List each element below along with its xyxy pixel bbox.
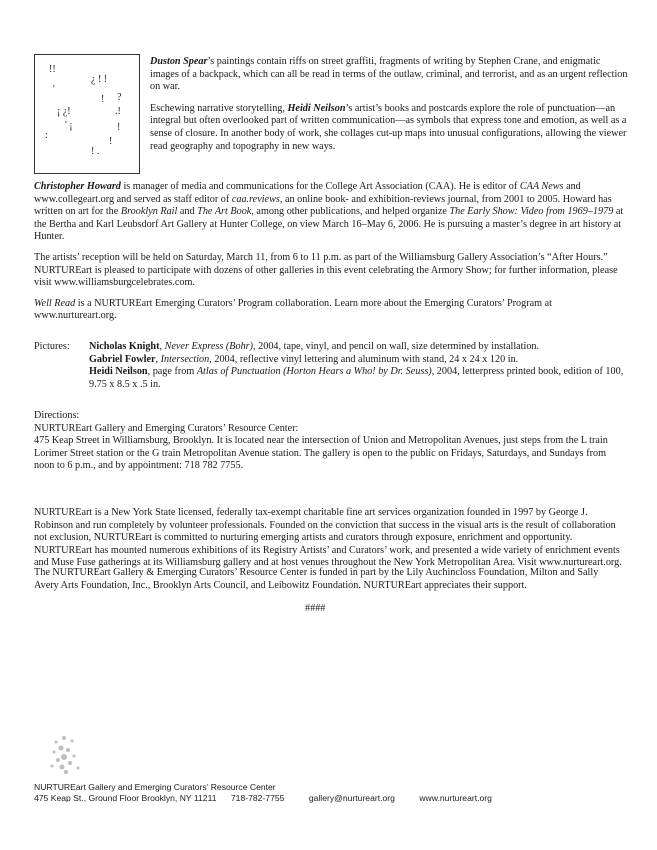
- footer: [34, 782, 634, 804]
- pictures-list: [89, 341, 624, 391]
- punctuation-glyph: :: [45, 130, 48, 141]
- directions-section: [34, 410, 624, 473]
- pictures-section: [34, 341, 624, 391]
- neilson-paragraph: Eschewing narrative storytelling, Heidi Neilson’s artist’s books and postcards explore the role of punctuation—an integral but often overlooked part of written communication—as symbols that express tone and emotion, as well as a sense of closure. In another body of work, she collages cut-up maps into unusual configurations, allowing the viewer read geography and topography in new ways.: [150, 102, 627, 152]
- directions-heading: Directions:: [34, 410, 80, 421]
- footer-email: gallery@nurtureart.org: [308, 793, 395, 803]
- punctuation-glyph: ! .: [91, 146, 100, 157]
- punctuation-glyph: ¿ ! !: [91, 74, 108, 85]
- punctuation-glyph: !: [117, 122, 121, 133]
- nurtureart-logo-icon: [34, 730, 94, 775]
- end-mark: ####: [305, 603, 326, 614]
- well-read-title: Well Read: [34, 297, 76, 309]
- footer-org: NURTUREart Gallery and Emerging Curators’ Resource Center: [34, 782, 276, 792]
- artist-name-neilson: Heidi Neilson: [287, 102, 346, 114]
- intro-section: [150, 56, 630, 162]
- footer-phone: 718-782-7755: [230, 793, 285, 803]
- punctuation-glyph: !: [101, 94, 105, 105]
- punctuation-glyph: !: [109, 136, 113, 147]
- artist-name-spear: Duston Spear: [150, 56, 208, 67]
- howard-paragraph: Christopher Howard is manager of media and communications for the College Art Association (CAA). He is editor of CAA News and www.collegeart.org and served as staff editor of caa.reviews, an online book- and exhibition-reviews journal, from 2001 to 2005. Howard has written on art for the Brooklyn Rail and The Art Book, among other publications, and helped organize The Early Show: Video from 1969–1979 at the Bertha and Karl Leubsdorf Art Gallery at Hunter College, on view March 16–May 6, 2006. He is pursuing a master’s degree in art history at Hunter.: [34, 181, 624, 243]
- body-section: [34, 181, 624, 331]
- list-item: Gabriel Fowler, Intersection, 2004, reflective vinyl lettering and aluminum with stand, 24 x 24 x 120 in.: [89, 353, 519, 365]
- punctuation-glyph: ¡ ¿!: [57, 106, 71, 117]
- pictures-label: Pictures:: [34, 341, 70, 352]
- footer-web: www.nurtureart.org: [419, 793, 492, 803]
- punctuation-artwork-image: [34, 54, 140, 174]
- about-paragraph: NURTUREart is a New York State licensed, federally tax-exempt charitable fine art services organization founded in 1997 by George J. Robinson and run completely by volunteer professionals. Founded on the conviction that success in the visual arts is the result of collaboration not exclusion, NURTUREart is committed to nurturing emerging artists and curators through exposure, enrichment and opportunity. NURTUREart has mounted numerous exhibitions of its Registry Artists’ and Curators’ work, and presented a wide variety of enrichment events and Muse Fuse gatherings at its Williamsburg gallery and at host venues throughout the New York Metropolitan Area. Visit www.nurtureart.org.: [34, 507, 622, 569]
- punctuation-glyph: ' ¡: [65, 120, 73, 131]
- list-item: Nicholas Knight, Never Express (Bohr), 2004, tape, vinyl, and pencil on wall, size determined by installation.: [89, 341, 540, 352]
- well-read-paragraph: Well Read is a NURTUREart Emerging Curators’ Program collaboration. Learn more about the Emerging Curators’ Program at www.nurtureart.org.: [34, 297, 552, 322]
- punctuation-glyph: .!: [115, 106, 121, 117]
- reception-paragraph: The artists’ reception will be held on Saturday, March 11, from 6 to 11 p.m. as part of the Williamsburg Gallery Association’s “After Hours.” NURTUREart is pleased to participate with dozens of other galleries in this event celebrating the Armory Show; for further information, please visit www.williamsburgcelebrates.com.: [34, 251, 618, 289]
- footer-contact-row: [34, 793, 634, 804]
- punctuation-glyph: !!: [49, 64, 56, 75]
- directions-text: 475 Keap Street in Williamsburg, Brooklyn. It is located near the intersection of Union and Metropolitan Avenues, just steps from the L train Lorimer Street station or the G train Metropolitan Avenue station. The gallery is open to the public on Fridays, Saturdays, and Sundays from noon to 6 p.m., and by appointment: 718 782 7755.: [34, 435, 608, 472]
- funding-paragraph: The NURTUREart Gallery & Emerging Curators’ Resource Center is funded in part by the Lily Auchincloss Foundation, Milton and Sally Avery Arts Foundation, Inc., Brooklyn Arts Council, and Leibowitz Foundation. NURTUREart appreciates their support.: [34, 567, 599, 591]
- list-item: Heidi Neilson, page from Atlas of Punctuation (Horton Hears a Who! by Dr. Seuss), 2004, letterpress printed book, edition of 100, 9.75 x 8.5 x .5 in.: [89, 366, 624, 390]
- punctuation-glyph: ': [53, 84, 55, 95]
- directions-org: NURTUREart Gallery and Emerging Curators’ Resource Center:: [34, 422, 299, 434]
- footer-address: 475 Keap St., Ground Floor Brooklyn, NY 11211: [34, 793, 217, 803]
- spear-paragraph: Duston Spear’s paintings contain riffs on street graffiti, fragments of writing by Stephen Crane, and enigmatic images of a backpack, which can all be read in terms of the outlaw, criminal, and terrorist, and as an urgent reflection on war.: [150, 56, 628, 93]
- curator-name-howard: Christopher Howard: [34, 181, 121, 192]
- punctuation-glyph: ?: [117, 92, 122, 103]
